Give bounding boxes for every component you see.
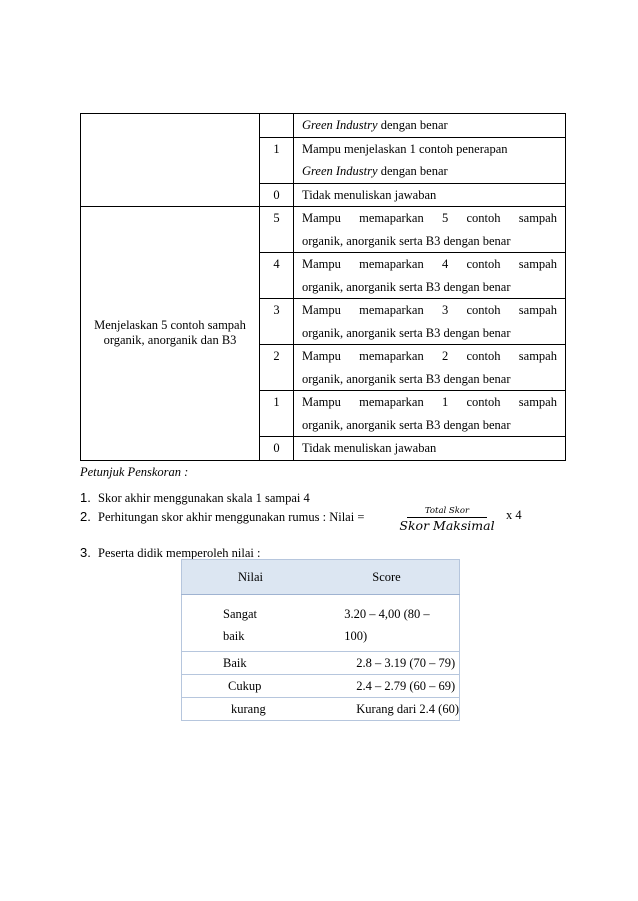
score-table	[181, 559, 460, 721]
nilai-cell: Sangat baik	[182, 595, 309, 652]
rubric-table	[80, 113, 566, 461]
formula-denominator: Skor Maksimal	[399, 518, 495, 533]
formula-numerator: Total Skor	[407, 505, 487, 518]
table-row	[182, 595, 460, 652]
score-cell	[260, 114, 294, 138]
table-row	[182, 698, 460, 721]
formula-multiplier: x 4	[506, 508, 522, 522]
score-cell: 2.4 – 2.79 (60 – 69)	[308, 675, 459, 698]
description-cell: Mampu memaparkan 2 contoh sampah organik, anorganik serta B3 dengan benar	[294, 345, 566, 391]
description-cell: Mampu memaparkan 3 contoh sampah organik, anorganik serta B3 dengan benar	[294, 299, 566, 345]
header-score: Score	[308, 560, 459, 595]
description-cell: Mampu memaparkan 1 contoh sampah organik, anorganik serta B3 dengan benar	[294, 391, 566, 437]
score-cell: 2.8 – 3.19 (70 – 79)	[308, 652, 459, 675]
score-formula	[397, 505, 497, 534]
table-row	[81, 207, 566, 253]
score-cell: 4	[260, 253, 294, 299]
description-cell: Green Industry dengan benar	[294, 114, 566, 138]
header-nilai: Nilai	[182, 560, 309, 595]
table-header-row	[182, 560, 460, 595]
nilai-cell: Cukup	[182, 675, 309, 698]
indicator-cell-top	[81, 114, 260, 207]
nilai-cell: kurang	[182, 698, 309, 721]
score-cell: Kurang dari 2.4 (60)	[308, 698, 459, 721]
description-cell: Mampu menjelaskan 1 contoh penerapan Green Industry dengan benar	[294, 137, 566, 183]
score-cell: 1	[260, 137, 294, 183]
instructions-heading: Petunjuk Penskoran :	[80, 465, 189, 479]
score-cell: 1	[260, 391, 294, 437]
description-cell: Tidak menuliskan jawaban	[294, 183, 566, 207]
nilai-cell: Baik	[182, 652, 309, 675]
score-cell: 3.20 – 4,00 (80 – 100)	[308, 595, 459, 652]
table-row	[81, 114, 566, 138]
description-cell: Mampu memaparkan 5 contoh sampah organik, anorganik serta B3 dengan benar	[294, 207, 566, 253]
score-cell: 0	[260, 183, 294, 207]
score-cell: 5	[260, 207, 294, 253]
description-cell: Mampu memaparkan 4 contoh sampah organik, anorganik serta B3 dengan benar	[294, 253, 566, 299]
instruction-item-3: 3. Peserta didik memperoleh nilai :	[80, 545, 261, 560]
score-cell: 3	[260, 299, 294, 345]
green-industry-term: Green Industry	[302, 118, 378, 132]
score-cell: 2	[260, 345, 294, 391]
instruction-item-2: 2. Perhitungan skor akhir menggunakan rumus : Nilai =	[80, 509, 365, 524]
score-cell: 0	[260, 437, 294, 461]
description-cell: Tidak menuliskan jawaban	[294, 437, 566, 461]
table-row	[182, 652, 460, 675]
scoring-instructions	[80, 462, 188, 482]
indicator-cell: Menjelaskan 5 contoh sampah organik, anorganik dan B3	[81, 207, 260, 461]
instruction-item-1: 1. Skor akhir menggunakan skala 1 sampai 4	[80, 490, 310, 505]
table-row	[182, 675, 460, 698]
green-industry-term: Green Industry	[302, 164, 378, 178]
